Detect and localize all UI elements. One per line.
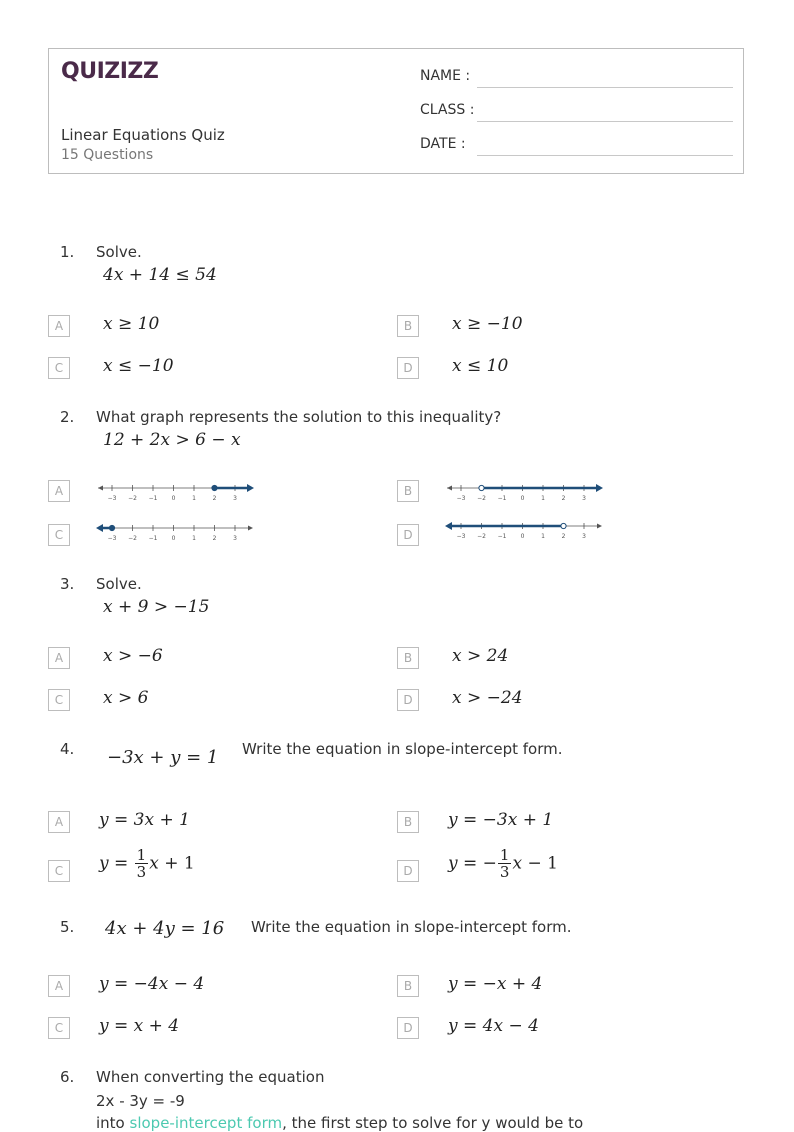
q3-option-a[interactable]: x > −6 <box>103 646 163 666</box>
solution-arrow <box>247 484 254 492</box>
q4-option-b-letter[interactable]: B <box>397 811 419 833</box>
tick-label: 0 <box>520 533 525 540</box>
q6-equation: 2x - 3y = -9 <box>96 1092 185 1110</box>
tick-label: 3 <box>233 495 237 502</box>
q2-number: 2. <box>60 408 75 426</box>
q4-number: 4. <box>60 740 75 758</box>
axis-arrow-left <box>447 486 452 491</box>
q6-text: When converting the equation <box>96 1068 325 1086</box>
tick-label: −3 <box>107 495 117 502</box>
q4-option-b[interactable]: y = −3x + 1 <box>448 810 554 830</box>
tick-label: −3 <box>456 533 466 540</box>
q4-option-d[interactable]: y = − $\frac{1}{3}$ x − 1 <box>448 846 558 881</box>
class-field[interactable] <box>420 100 733 126</box>
tick-label: −1 <box>497 533 507 540</box>
tick-label: 2 <box>212 535 217 542</box>
name-line[interactable] <box>477 87 733 88</box>
q1-option-b-letter[interactable]: B <box>397 315 419 337</box>
class-line[interactable] <box>477 121 733 122</box>
q3-number: 3. <box>60 575 75 593</box>
q1-option-c[interactable]: x ≤ −10 <box>103 356 174 376</box>
q3-option-c[interactable]: x > 6 <box>103 688 149 708</box>
q1-option-d[interactable]: x ≤ 10 <box>452 356 509 376</box>
q6-text-post: , the first step to solve for y would be to <box>282 1114 584 1132</box>
q3-option-d[interactable]: x > −24 <box>452 688 523 708</box>
tick-label: 3 <box>582 495 586 502</box>
q6-text-pre: into <box>96 1114 130 1132</box>
tick-label: −2 <box>477 533 486 540</box>
worksheet-header <box>48 48 744 174</box>
tick-label: −1 <box>148 535 158 542</box>
date-field[interactable] <box>420 134 733 160</box>
axis-arrow-left <box>98 486 103 491</box>
q5-equation: 4x + 4y = 16 <box>105 918 225 939</box>
q3-option-b-letter[interactable]: B <box>397 647 419 669</box>
q6-number: 6. <box>60 1068 75 1086</box>
q3-text: Solve. <box>96 575 142 593</box>
q1-number: 1. <box>60 243 75 261</box>
q1-option-c-letter[interactable]: C <box>48 357 70 379</box>
q2-option-d-letter[interactable]: D <box>397 524 419 546</box>
quizizz-logo: QUIZIZZ <box>61 59 159 84</box>
closed-endpoint <box>109 525 114 530</box>
tick-label: 1 <box>192 535 196 542</box>
q1-equation: 4x + 14 ≤ 54 <box>103 265 217 285</box>
slope-intercept-link[interactable]: slope-intercept form <box>129 1114 283 1132</box>
q5-option-b[interactable]: y = −x + 4 <box>448 974 543 994</box>
tick-label: −2 <box>128 535 137 542</box>
q4-option-a-letter[interactable]: A <box>48 811 70 833</box>
q2-option-b-letter[interactable]: B <box>397 480 419 502</box>
q2-option-b-number-line[interactable] <box>445 478 605 504</box>
tick-label: 1 <box>192 495 196 502</box>
tick-label: 2 <box>561 533 566 540</box>
q2-option-a-number-line[interactable] <box>96 478 256 504</box>
q4-option-c[interactable]: y = $\frac{1}{3}$ x + 1 <box>99 846 195 881</box>
q3-option-a-letter[interactable]: A <box>48 647 70 669</box>
tick-label: −1 <box>148 495 158 502</box>
date-label: DATE : <box>420 136 466 152</box>
tick-label: 1 <box>541 533 545 540</box>
q1-text: Solve. <box>96 243 142 261</box>
q1-option-a-letter[interactable]: A <box>48 315 70 337</box>
axis-arrow-right <box>248 526 253 531</box>
q4-text: Write the equation in slope-intercept form. <box>242 740 563 758</box>
q5-option-c[interactable]: y = x + 4 <box>99 1016 180 1036</box>
tick-label: −3 <box>456 495 466 502</box>
axis-arrow-right <box>597 524 602 529</box>
q5-option-d[interactable]: y = 4x − 4 <box>448 1016 539 1036</box>
q1-option-b[interactable]: x ≥ −10 <box>452 314 523 334</box>
question-count: 15 Questions <box>61 147 154 163</box>
q5-number: 5. <box>60 918 75 936</box>
q6-text-line3 <box>96 1114 583 1132</box>
q5-option-b-letter[interactable]: B <box>397 975 419 997</box>
date-line[interactable] <box>477 155 733 156</box>
q3-option-d-letter[interactable]: D <box>397 689 419 711</box>
q3-option-c-letter[interactable]: C <box>48 689 70 711</box>
tick-label: 2 <box>212 495 217 502</box>
q5-option-a[interactable]: y = −4x − 4 <box>99 974 205 994</box>
solution-arrow <box>96 524 103 532</box>
class-label: CLASS : <box>420 102 475 118</box>
q3-option-b[interactable]: x > 24 <box>452 646 509 666</box>
name-label: NAME : <box>420 68 471 84</box>
tick-label: 3 <box>233 535 237 542</box>
tick-label: −3 <box>107 535 117 542</box>
q4-option-a[interactable]: y = 3x + 1 <box>99 810 190 830</box>
closed-endpoint <box>212 485 217 490</box>
q2-option-a-letter[interactable]: A <box>48 480 70 502</box>
q1-option-d-letter[interactable]: D <box>397 357 419 379</box>
q5-option-d-letter[interactable]: D <box>397 1017 419 1039</box>
q4-option-c-letter[interactable]: C <box>48 860 70 882</box>
q5-option-a-letter[interactable]: A <box>48 975 70 997</box>
q5-text: Write the equation in slope-intercept form. <box>251 918 572 936</box>
q2-text: What graph represents the solution to this inequality? <box>96 408 502 426</box>
tick-label: −1 <box>497 495 507 502</box>
tick-label: 3 <box>582 533 586 540</box>
q3-equation: x + 9 > −15 <box>103 597 210 617</box>
solution-arrow <box>596 484 603 492</box>
tick-label: 1 <box>541 495 545 502</box>
tick-label: 0 <box>171 495 176 502</box>
solution-arrow <box>445 522 452 530</box>
open-endpoint <box>479 485 484 490</box>
tick-label: −2 <box>128 495 137 502</box>
q5-option-c-letter[interactable]: C <box>48 1017 70 1039</box>
tick-label: −2 <box>477 495 486 502</box>
q2-equation: 12 + 2x > 6 − x <box>103 430 241 450</box>
q2-option-c-number-line[interactable] <box>96 518 256 544</box>
quiz-title: Linear Equations Quiz <box>61 126 225 144</box>
q1-option-a[interactable]: x ≥ 10 <box>103 314 160 334</box>
tick-label: 2 <box>561 495 566 502</box>
q4-equation: −3x + y = 1 <box>107 747 219 768</box>
q2-option-c-letter[interactable]: C <box>48 524 70 546</box>
tick-label: 0 <box>520 495 525 502</box>
tick-label: 0 <box>171 535 176 542</box>
q4-option-d-letter[interactable]: D <box>397 860 419 882</box>
q2-option-d-number-line[interactable] <box>445 516 605 542</box>
name-field[interactable] <box>420 66 733 92</box>
open-endpoint <box>561 523 566 528</box>
